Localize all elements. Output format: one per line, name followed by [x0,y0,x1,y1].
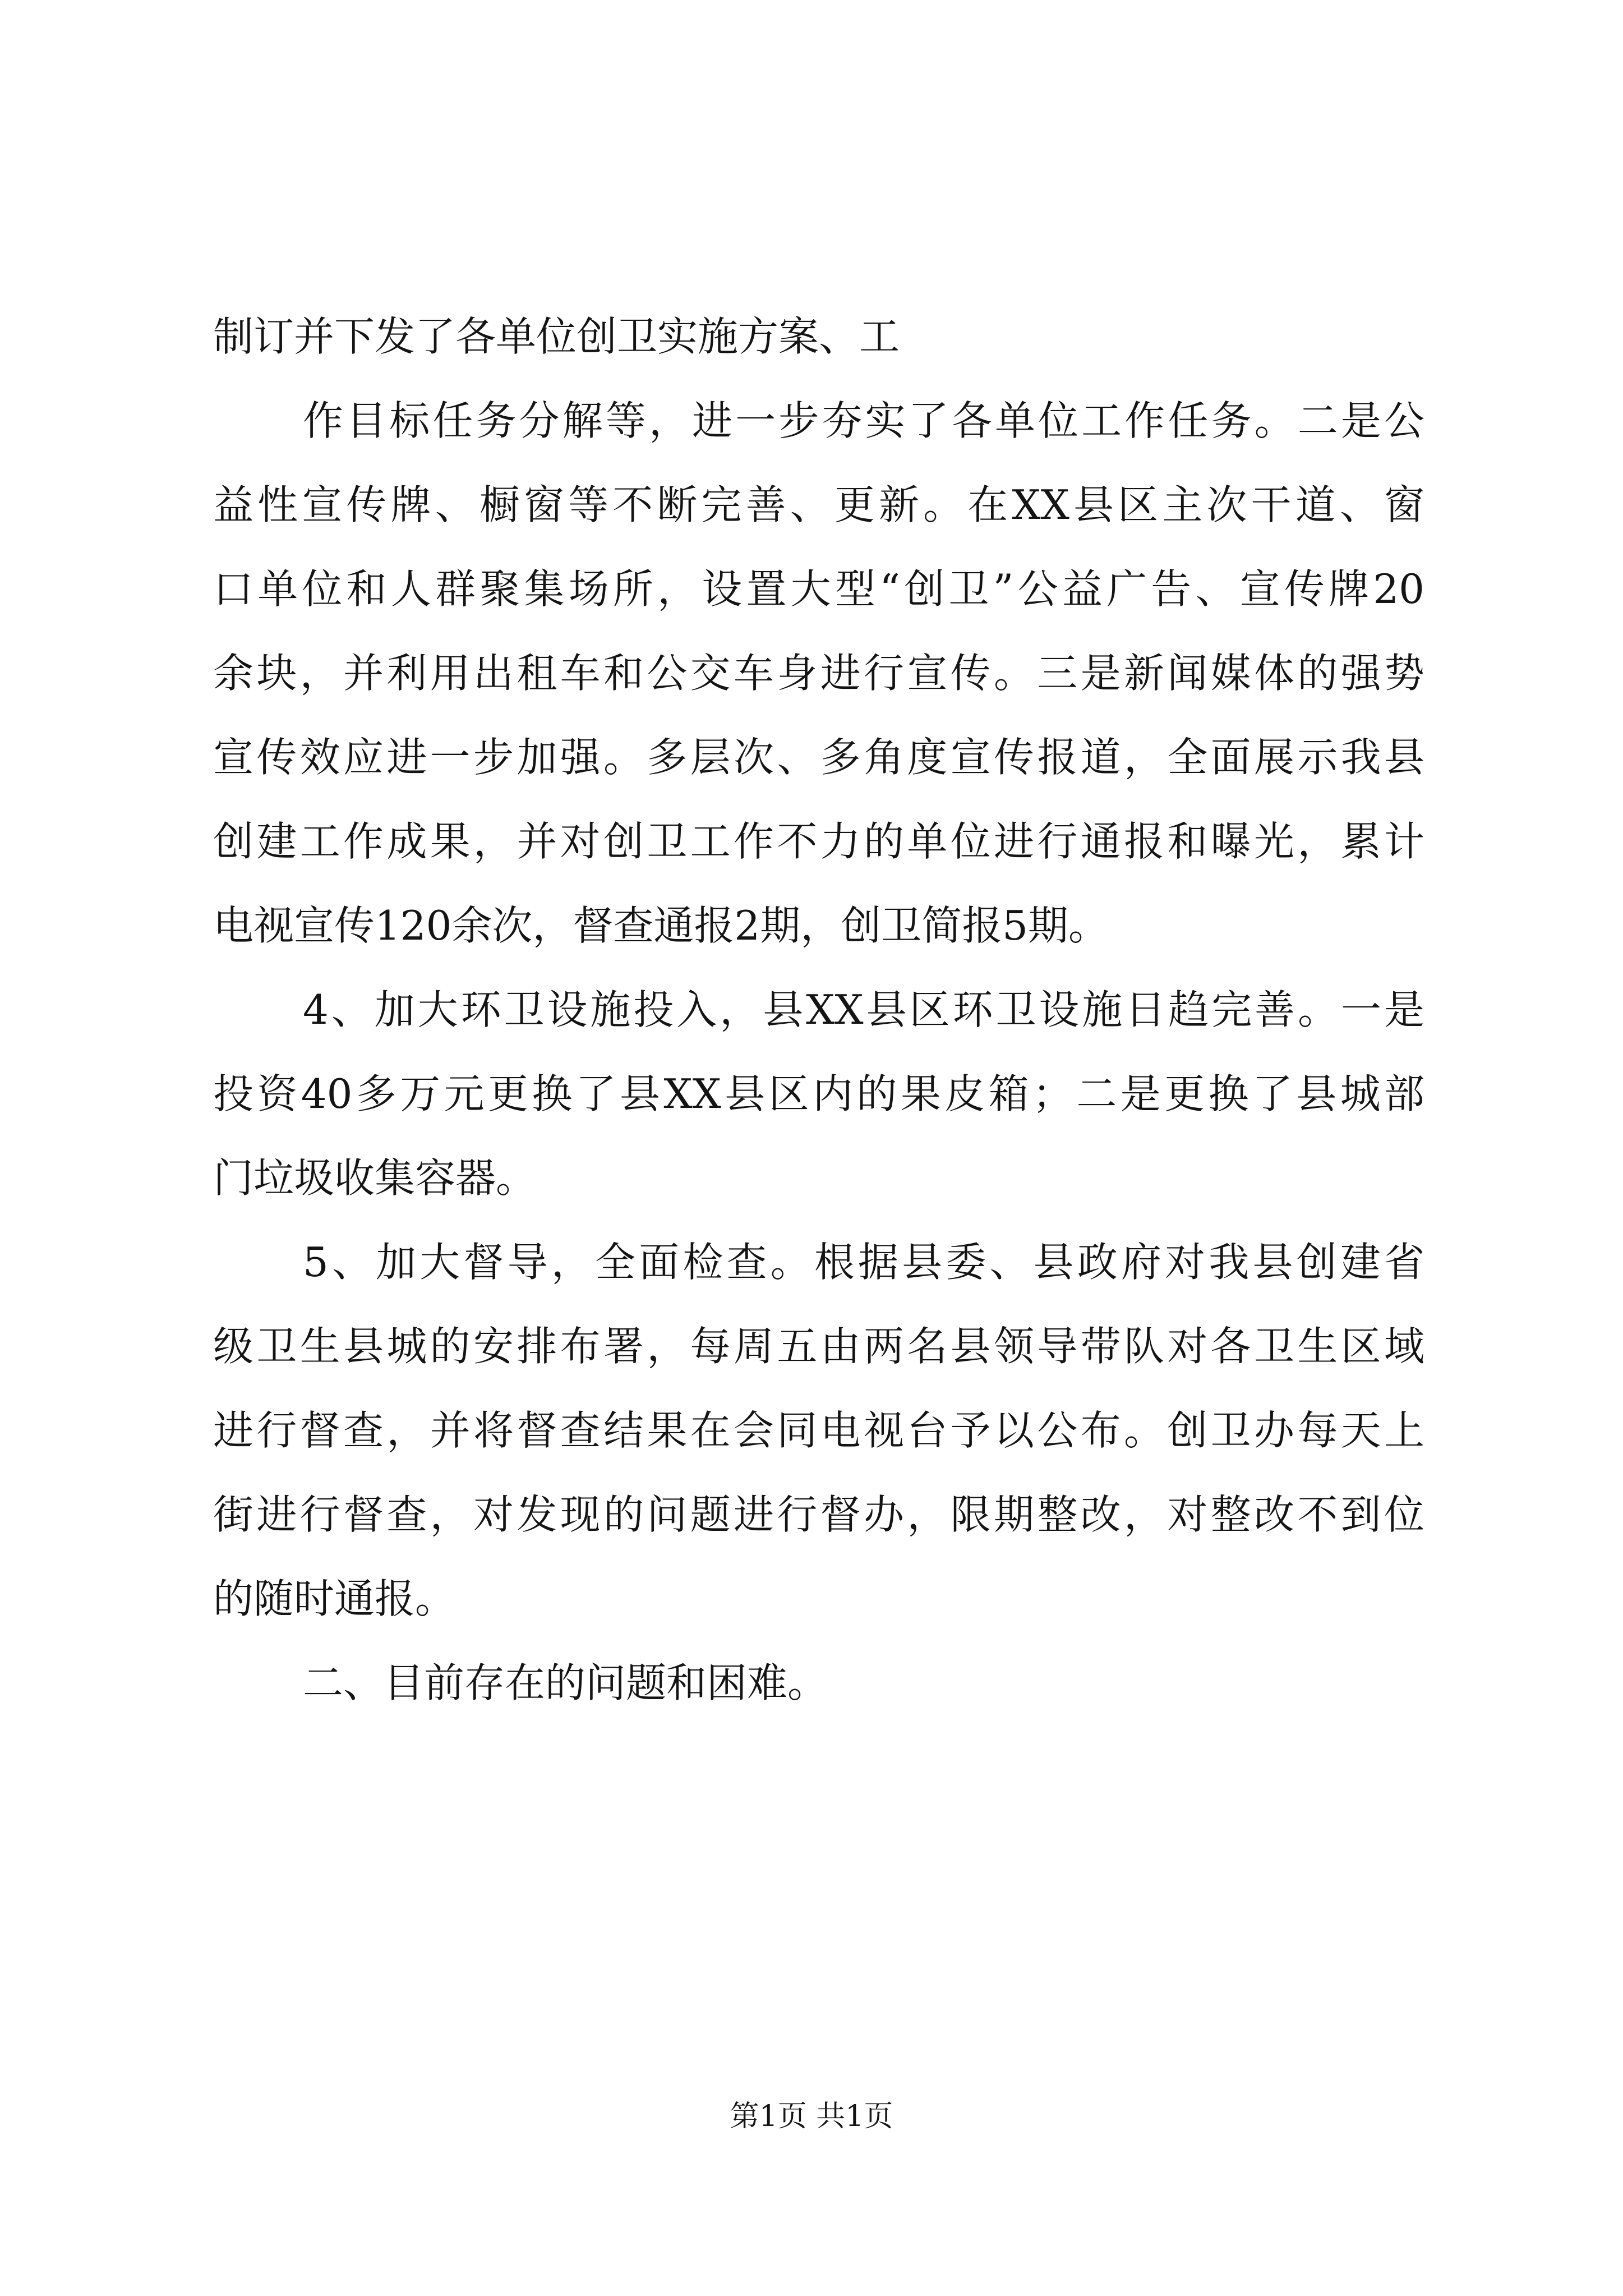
section-heading: 二、目前存在的问题和困难。 [303,1659,828,1706]
paragraph-line: 4、加大环卫设施投入，县XX县区环卫设施日趋完善。一是 [303,986,1424,1033]
paragraph-line: 电视宣传120余次，督查通报2期，创卫简报5期。 [213,902,1109,949]
paragraph-line: 级卫生县城的安排布署，每周五由两名县领导带队对各卫生区域 [213,1323,1424,1370]
paragraph-line: 的随时通报。 [213,1575,456,1622]
paragraph-line: 5、加大督导，全面检查。根据县委、县政府对我县创建省 [303,1239,1424,1286]
paragraph-line: 进行督查，并将督查结果在会同电视台予以公布。创卫办每天上 [213,1407,1424,1454]
page-number-footer: 第1页 共1页 [730,2100,893,2133]
paragraph-line: 益性宣传牌、橱窗等不断完善、更新。在XX县区主次干道、窗 [213,481,1424,528]
paragraph-line: 投资40多万元更换了县XX县区内的果皮箱；二是更换了县城部 [213,1070,1424,1117]
paragraph-line: 余块，并利用出租车和公交车身进行宣传。三是新闻媒体的强势 [213,650,1424,697]
paragraph-line: 宣传效应进一步加强。多层次、多角度宣传报道，全面展示我县 [213,734,1424,781]
paragraph-line: 创建工作成果，并对创卫工作不力的单位进行通报和曝光，累计 [213,818,1424,865]
paragraph-line: 作目标任务分解等，进一步夯实了各单位工作任务。二是公 [303,397,1424,444]
paragraph-line: 门垃圾收集容器。 [213,1154,537,1202]
paragraph-line: 口单位和人群聚集场所，设置大型“创卫”公益广告、宣传牌20 [213,565,1424,613]
paragraph-line: 制订并下发了各单位创卫实施方案、工 [213,313,900,360]
paragraph-line: 街进行督查，对发现的问题进行督办，限期整改，对整改不到位 [213,1491,1424,1538]
